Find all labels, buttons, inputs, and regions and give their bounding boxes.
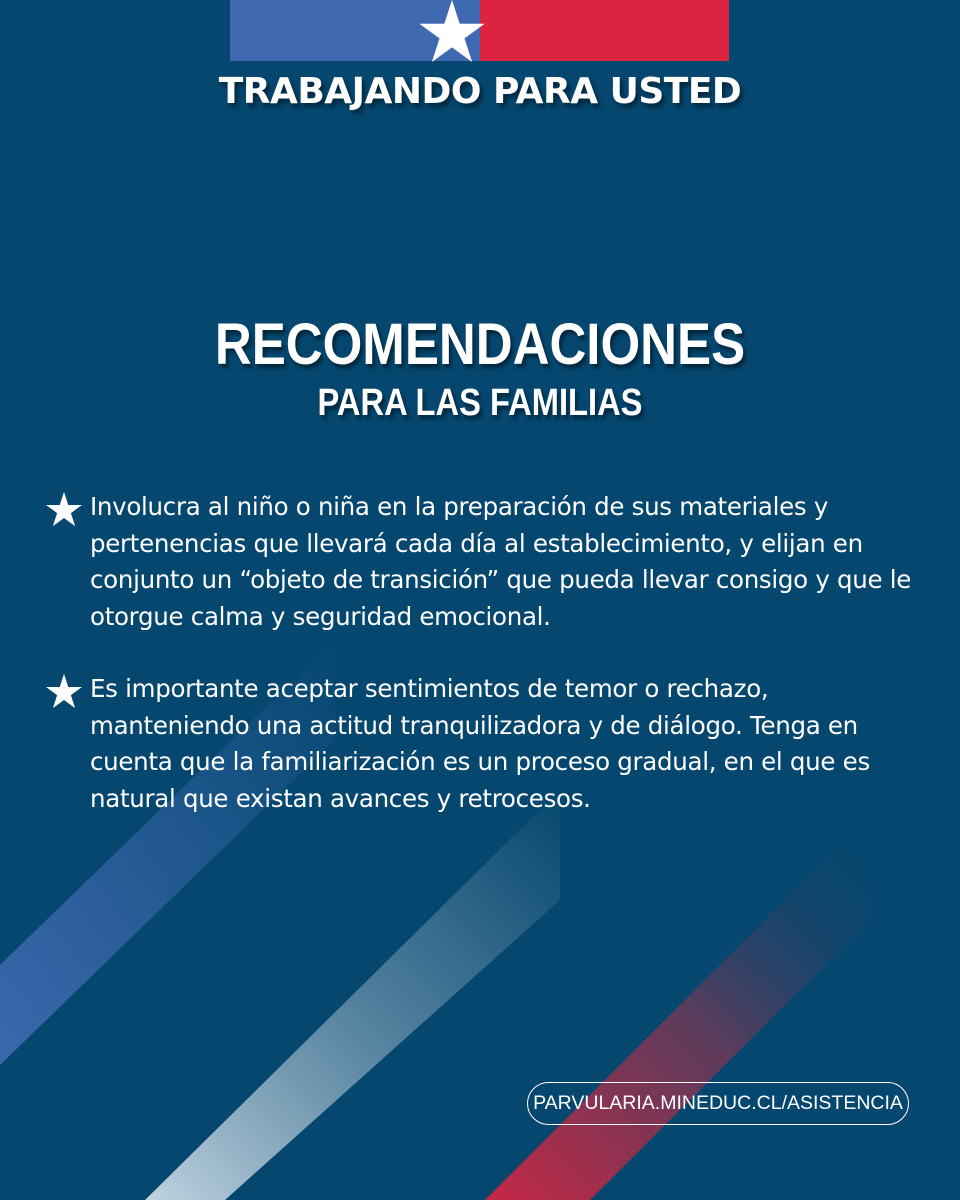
recommendation-text: Involucra al niño o niña en la preparación de sus materiales y pertenencias que llevará cada día al establecimiento, y elijan en conjunto un “objeto de transición” que pueda llevar consigo y que le otorgue calma y seguridad emocional. <box>90 492 912 631</box>
brand-title: TRABAJANDO PARA USTED <box>218 71 742 112</box>
star-icon <box>46 491 82 527</box>
page-title: RECOMENDACIONES <box>214 312 746 377</box>
page-subtitle: PARA LAS FAMILIAS <box>317 382 643 424</box>
recommendation-text: Es importante aceptar sentimientos de temor o rechazo, manteniendo una actitud tranquilizadora y de diálogo. Tenga en cuenta que la familiarización es un proceso gradual, en el que es natural que existan avances y retrocesos. <box>90 674 870 813</box>
recommendation-list <box>44 489 924 853</box>
website-link[interactable]: PARVULARIA.MINEDUC.CL/ASISTENCIA <box>527 1082 909 1125</box>
list-item <box>44 489 924 635</box>
list-item <box>44 671 924 817</box>
flag-red-half <box>480 0 730 61</box>
chile-flag-banner <box>230 0 729 61</box>
flag-star-icon <box>419 0 485 62</box>
star-icon <box>46 673 82 709</box>
